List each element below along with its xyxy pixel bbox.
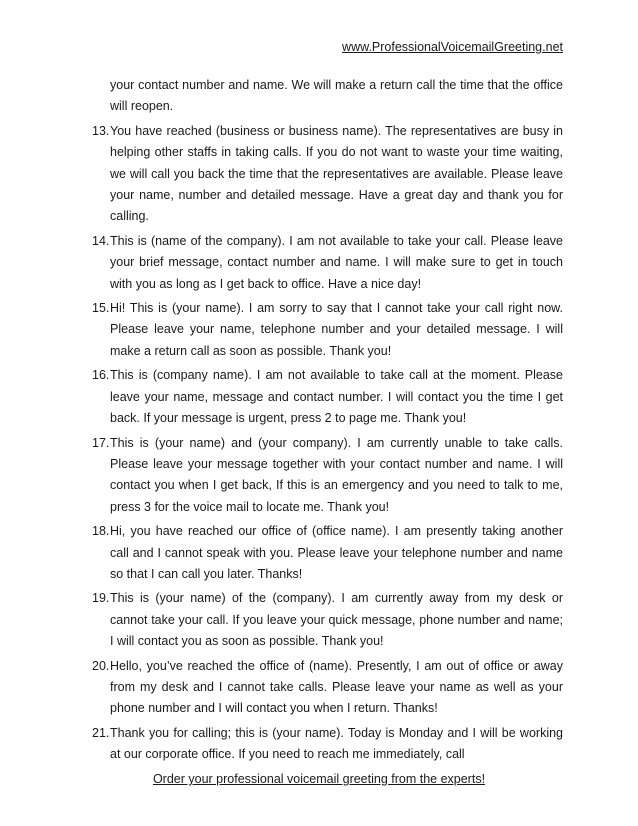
item-number: 20. <box>92 658 110 673</box>
item-text: This is (your name) and (your company). I am currently unable to take calls. Please leave your message together with your contact number and name. I will contact you when I get back, If this is an emergency and you need to talk to me, press 3 for the voice mail to locate me. Thank you! <box>110 435 563 514</box>
list-item <box>92 588 563 652</box>
list-item <box>92 298 563 362</box>
list-item <box>92 433 563 519</box>
item-text: You have reached (business or business name). The representatives are busy in helping other staffs in taking calls. If you do not want to waste your time waiting, we will call you back the time that the representatives are available. Please leave your name, number and detailed message. Have a great day and thank you for calling. <box>110 123 563 224</box>
item-number: 13. <box>92 123 110 138</box>
item-text: Hi, you have reached our office of (office name). I am presently taking another call and I cannot speak with you. Please leave your telephone number and name so that I can call you later. Thanks! <box>110 524 563 581</box>
list-item <box>92 723 563 766</box>
item-text: This is (company name). I am not available to take call at the moment. Please leave your name, message and contact number. I will contact you the time I get back. If your message is urgent, press 2 to page me. Thank you! <box>110 368 563 426</box>
list-item <box>92 656 563 720</box>
item-number: 15. <box>92 301 110 316</box>
list-item <box>92 121 563 228</box>
footer-order-link[interactable]: Order your professional voicemail greeting from the experts! <box>152 772 486 786</box>
continued-paragraph: your contact number and name. We will make a return call the time that the office will reopen. <box>110 78 563 114</box>
item-text: This is (name of the company). I am not available to take your call. Please leave your brief message, contact number and name. I will make sure to get in touch with you as long as I get back to office. Have a nice day! <box>110 233 563 291</box>
item-number: 18. <box>92 524 110 539</box>
item-number: 16. <box>92 368 110 383</box>
item-number: 21. <box>92 725 110 740</box>
item-text: This is (your name) of the (company). I am currently away from my desk or cannot take your call. If you leave your quick message, phone number and name; I will contact you as soon as possible. Thank you! <box>110 591 563 649</box>
item-number: 14. <box>92 233 110 248</box>
greetings-list <box>92 75 563 769</box>
item-text: Hello, you’ve reached the office of (name). Presently, I am out of office or away from my desk and I cannot take calls. Please leave your name as well as your phone number and I will contact you when I return. Thanks! <box>110 658 563 716</box>
list-item <box>92 231 563 295</box>
list-item <box>92 365 563 429</box>
item-text: Thank you for calling; this is (your name). Today is Monday and I will be working at our corporate office. If you need to reach me immediately, call <box>110 725 563 762</box>
list-item <box>92 521 563 585</box>
item-number: 19. <box>92 591 110 606</box>
item-text: Hi! This is (your name). I am sorry to say that I cannot take your call right now. Please leave your name, telephone number and your detailed message. I will make a return call as soon as possible. Thank you! <box>110 301 563 358</box>
item-number: 17. <box>92 435 110 450</box>
header-website-link[interactable]: www.ProfessionalVoicemailGreeting.net <box>342 40 563 54</box>
